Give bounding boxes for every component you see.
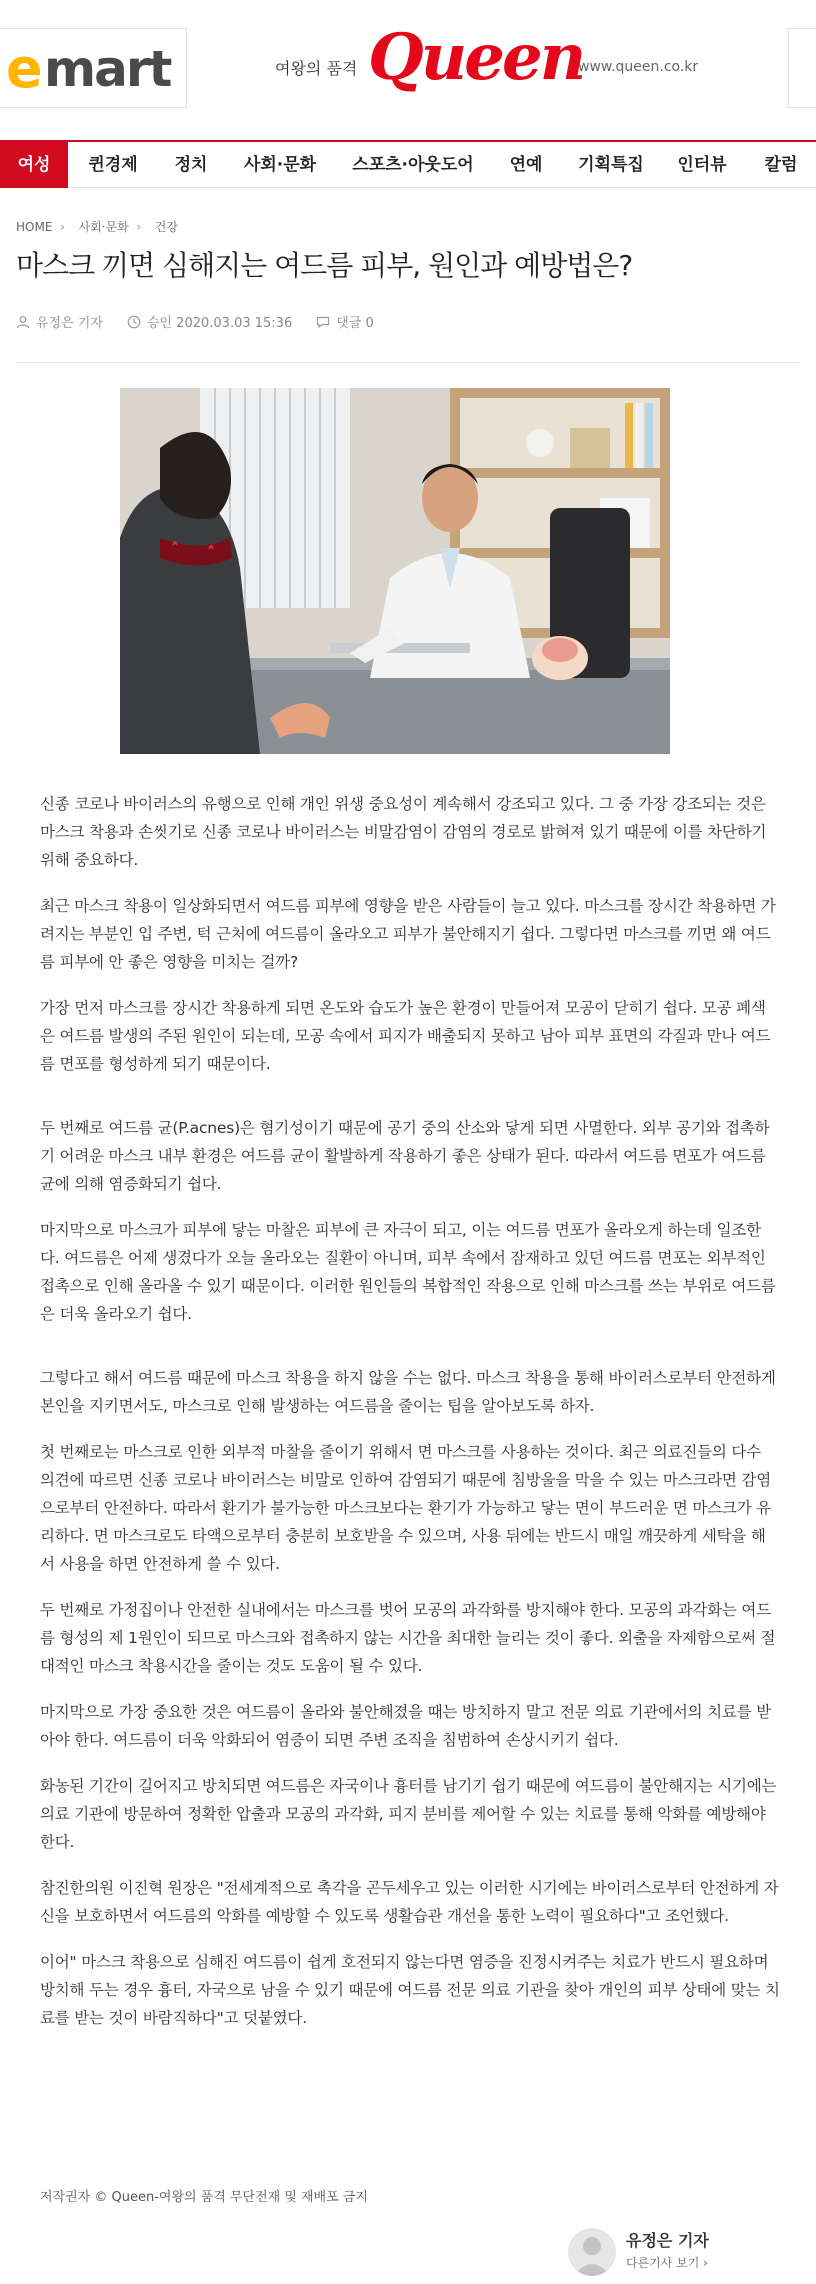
article-paragraph: 두 번째로 가정집이나 안전한 실내에서는 마스크를 벗어 모공의 과각화를 방지해야 한다. 모공의 과각화는 여드름 형성의 제 1원인이 되므로 마스크와 접촉하지 않는 시간을 최대한 늘리는 것이 좋다. 외출을 자제함으로써 절대적인 마스크 착용시간을 줄이는 것도 도움이 될 수 있다.	[40, 1601, 776, 1675]
user-icon	[16, 315, 30, 329]
author-name: 유정은 기자	[36, 316, 103, 331]
right-ad-banner[interactable]	[788, 28, 816, 108]
nav-item-sports-outdoor[interactable]: 스포츠·아웃도어	[352, 155, 474, 175]
breadcrumb	[16, 218, 178, 235]
article-title: 마스크 끼면 심해지는 여드름 피부, 원인과 예방법은?	[16, 249, 633, 282]
article-paragraph: 가장 먼저 마스크를 장시간 착용하게 되면 온도와 습도가 높은 환경이 만들어져 모공이 닫히기 쉽다. 모공 폐색은 여드름 발생의 주된 원인이 되는데, 모공 속에서 피지가 배출되지 못하고 남아 피부 표면의 각질과 만나 여드름 면포를 형성하게 되기 때문이다.	[40, 999, 771, 1073]
breadcrumb-home[interactable]: HOME	[16, 220, 53, 234]
site-logo[interactable]: Queen	[368, 20, 584, 95]
clock-icon	[127, 315, 141, 329]
site-tagline: 여왕의 품격	[275, 59, 358, 78]
article-body	[40, 790, 780, 2050]
nav-item-politics[interactable]: 정치	[174, 155, 208, 175]
copyright-notice: 저작권자 © Queen-여왕의 품격 무단전재 및 재배포 금지	[40, 2190, 368, 2205]
nav-item-society-culture[interactable]: 사회·문화	[243, 155, 317, 175]
nav-item-interview[interactable]: 인터뷰	[677, 155, 727, 175]
article-paragraph: 화농된 기간이 길어지고 방치되면 여드름은 자국이나 흉터를 남기기 쉽기 때문에 여드름이 불안해지는 시기에는 의료 기관에 방문하여 정확한 압출과 모공의 과각화, 피지 분비를 제어할 수 있는 치료를 통해 악화를 예방해야 한다.	[40, 1777, 777, 1851]
article-paragraph: 신종 코로나 바이러스의 유행으로 인해 개인 위생 중요성이 계속해서 강조되고 있다. 그 중 가장 강조되는 것은 마스크 착용과 손씻기로 신종 코로나 바이러스는 비말감염이 감염의 경로로 밝혀져 있기 때문에 이를 차단하기 위해 중요하다.	[40, 795, 767, 869]
emart-logo-text: mart	[44, 40, 171, 98]
nav-item-queen-economy[interactable]: 퀸경제	[88, 155, 138, 175]
breadcrumb-section[interactable]: 사회·문화	[78, 220, 129, 234]
comment-count: 댓글 0	[336, 316, 374, 331]
article-paragraph: 두 번째로 여드름 균(P.acnes)은 혐기성이기 때문에 공기 중의 산소와 닿게 되면 사멸한다. 외부 공기와 접촉하기 어려운 마스크 내부 환경은 여드름 균이 활발하게 작용하기 좋은 상태가 된다. 따라서 여드름 면포가 여드름 균에 의해 염증화되기 쉽다.	[40, 1119, 770, 1193]
site-url: www.queen.co.kr	[578, 59, 699, 75]
breadcrumb-separator-icon: ›	[132, 220, 145, 234]
avatar	[568, 2228, 616, 2276]
author-more-articles-link[interactable]: 다른기사 보기 ›	[626, 2256, 708, 2270]
breadcrumb-subsection[interactable]: 건강	[154, 220, 178, 234]
article-paragraph: 그렇다고 해서 여드름 때문에 마스크 착용을 하지 않을 수는 없다. 마스크 착용을 통해 바이러스로부터 안전하게 본인을 지키면서도, 마스크로 인해 발생하는 여드름을 줄이는 팁을 알아보도록 하자.	[40, 1369, 776, 1415]
nav-item-entertainment[interactable]: 연예	[509, 155, 543, 175]
article-paragraph: 첫 번째로는 마스크로 인한 외부적 마찰을 줄이기 위해서 면 마스크를 사용하는 것이다. 최근 의료진들의 다수 의견에 따르면 신종 코로나 바이러스는 비말로 인하여 감염되기 때문에 침방울을 막을 수 있는 마스크라면 감염으로부터 안전하다. 따라서 환기가 불가능한 마스크보다는 환기가 가능하고 닿는 면이 부드러운 면 마스크가 유리하다. 면 마스크로도 타액으로부터 충분히 보호받을 수 있으며, 사용 뒤에는 반드시 매일 깨끗하게 세탁을 해서 사용을 하면 안전하게 쓸 수 있다.	[40, 1443, 771, 1573]
emart-logo-e: e	[6, 37, 41, 100]
nav-item-column[interactable]: 칼럼	[764, 155, 798, 175]
nav-item-special-feature[interactable]: 기획특집	[578, 155, 644, 175]
article-paragraph: 최근 마스크 착용이 일상화되면서 여드름 피부에 영향을 받은 사람들이 늘고 있다. 마스크를 장시간 착용하면 가려지는 부분인 입 주변, 턱 근처에 여드름이 올라오고 피부가 불안해지기 쉽다. 그렇다면 마스크를 끼면 왜 여드름 피부에 안 좋은 영향을 미치는 걸까?	[40, 897, 776, 971]
approved-meta	[127, 312, 292, 331]
comment-icon	[316, 315, 330, 329]
comments-meta[interactable]	[316, 312, 374, 331]
nav-item-women[interactable]: 여성	[0, 142, 68, 188]
article-paragraph: 이어" 마스크 착용으로 심해진 여드름이 쉽게 호전되지 않는다면 염증을 진정시켜주는 치료가 반드시 필요하며 방치해 두는 경우 흉터, 자국으로 남을 수 있기 때문에 여드름 전문 의료 기관을 찾아 개인의 피부 상태에 맞는 치료를 받는 것이 바람직하다"고 덧붙였다.	[40, 1953, 780, 2027]
author-box	[568, 2224, 768, 2284]
breadcrumb-separator-icon: ›	[56, 220, 69, 234]
article-paragraph: 마지막으로 가장 중요한 것은 여드름이 올라와 불안해졌을 때는 방치하지 말고 전문 의료 기관에서의 치료를 받아야 한다. 여드름이 더욱 악화되어 염증이 되면 주변 조직을 침범하여 손상시키기 쉽다.	[40, 1703, 771, 1749]
user-avatar-icon	[568, 2228, 616, 2276]
article-paragraph: 참진한의원 이진혁 원장은 "전세계적으로 촉각을 곤두세우고 있는 이러한 시기에는 바이러스로부터 안전하게 자신을 보호하면서 여드름의 악화를 예방할 수 있도록 생활습관 개선을 통한 노력이 필요하다"고 조언했다.	[40, 1879, 779, 1925]
site-header	[0, 0, 816, 140]
article-photo	[120, 388, 670, 754]
article-paragraph: 마지막으로 마스크가 피부에 닿는 마찰은 피부에 큰 자극이 되고, 이는 여드름 면포가 올라오게 하는데 일조한다. 여드름은 어제 생겼다가 오늘 올라오는 질환이 아니며, 피부 속에서 잠재하고 있던 여드름 면포는 외부적인 접촉으로 인해 올라올 수 있기 때문이다. 이러한 원인들의 복합적인 작용으로 인해 마스크를 쓰는 부위로 여드름은 더욱 올라오기 쉽다.	[40, 1221, 776, 1323]
approved-date: 승인 2020.03.03 15:36	[146, 316, 293, 331]
author-meta	[16, 312, 103, 331]
emart-ad-banner[interactable]	[0, 28, 187, 108]
main-navigation	[0, 140, 816, 188]
doctor-consultation-illustration	[120, 388, 670, 754]
author-box-name: 유정은 기자	[626, 2231, 709, 2250]
article-meta	[16, 312, 374, 331]
meta-divider	[16, 362, 800, 363]
